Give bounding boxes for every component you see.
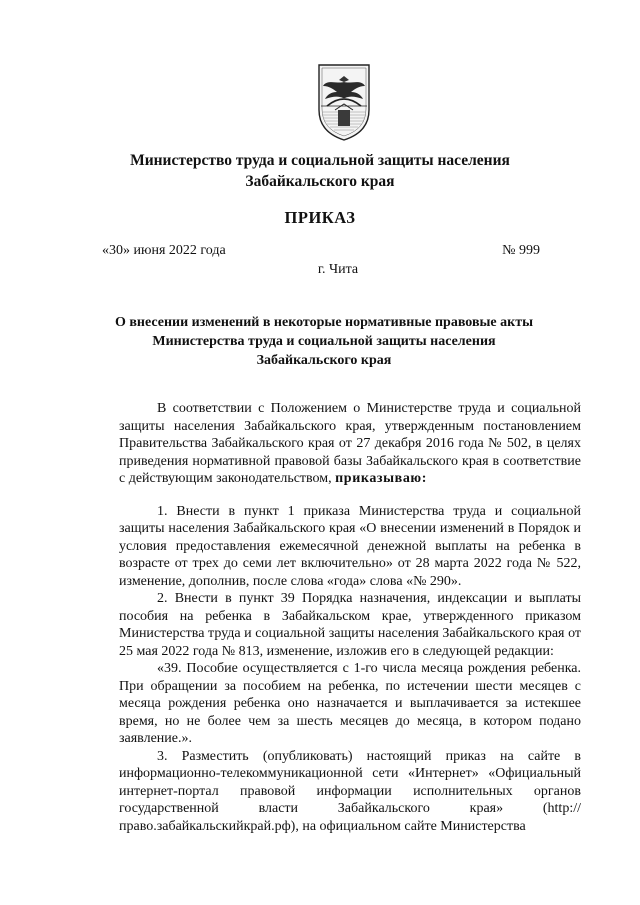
item-3-paragraph: 3. Разместить (опубликовать) настоящий приказ на сайте в информационно-телекоммуникационной сети «Интернет» «Официальный интернет-портал правовой информации исполнительных органов государственной власти Забайкальского края» (http://право.забайкальскийкрай.рф), на официальном сайте Министерства	[119, 748, 581, 834]
document-date: «30» июня 2022 года	[102, 243, 226, 258]
date-number-line	[102, 243, 540, 259]
ministry-name-line1: Министерство труда и социальной защиты населения	[130, 152, 510, 169]
subject-line2: Министерства труда и социальной защиты населения	[152, 334, 496, 349]
document-body	[119, 400, 581, 835]
ministry-name-line2: Забайкальского края	[245, 173, 395, 190]
preamble-paragraph	[119, 400, 581, 488]
item-1-paragraph: 1. Внести в пункт 1 приказа Министерства труда и социальной защиты населения Забайкальского края «О внесении изменений в Порядок и условия предоставления ежемесячной денежной выплаты на ребенка в возрасте от трех до семи лет включительно» от 28 марта 2022 года № 522, изменение, дополнив, после слова «года» слова «№ 290».	[119, 503, 581, 589]
document-type: ПРИКАЗ	[284, 208, 356, 227]
preamble-text: В соответствии с Положением о Министерстве труда и социальной защиты населения Забайкальского края, утвержденным постановлением Правительства Забайкальского края от 27 декабря 2016 года № 502, в целях приведения нормативной правовой базы Забайкальского края в соответствие с действующим законодательством,	[119, 401, 581, 486]
order-keyword: приказываю:	[335, 471, 427, 486]
subject-line3: Забайкальского края	[256, 353, 392, 368]
quoted-paragraph: «39. Пособие осуществляется с 1-го числа месяца рождения ребенка. При обращении за пособием на ребенка, по истечении шести месяцев с месяца рождения ребенка оно назначается и выплачивается за истекшее время, но не более чем за шесть месяцев до месяца, в котором подано заявление.».	[119, 661, 581, 746]
document-city: г. Чита	[317, 262, 359, 277]
document-number: № 999	[502, 243, 540, 258]
ministry-name	[0, 150, 640, 192]
coat-of-arms-emblem	[315, 62, 373, 142]
subject-line1: О внесении изменений в некоторые нормативные правовые акты	[114, 315, 534, 330]
document-subject	[4, 313, 640, 370]
item-2-paragraph: 2. Внести в пункт 39 Порядка назначения, индексации и выплаты пособия на ребенка в Забайкальском крае, утвержденного приказом Министерства труда и социальной защиты населения Забайкальского края от 25 мая 2022 года № 813, изменение, изложив его в следующей редакции:	[119, 591, 581, 659]
